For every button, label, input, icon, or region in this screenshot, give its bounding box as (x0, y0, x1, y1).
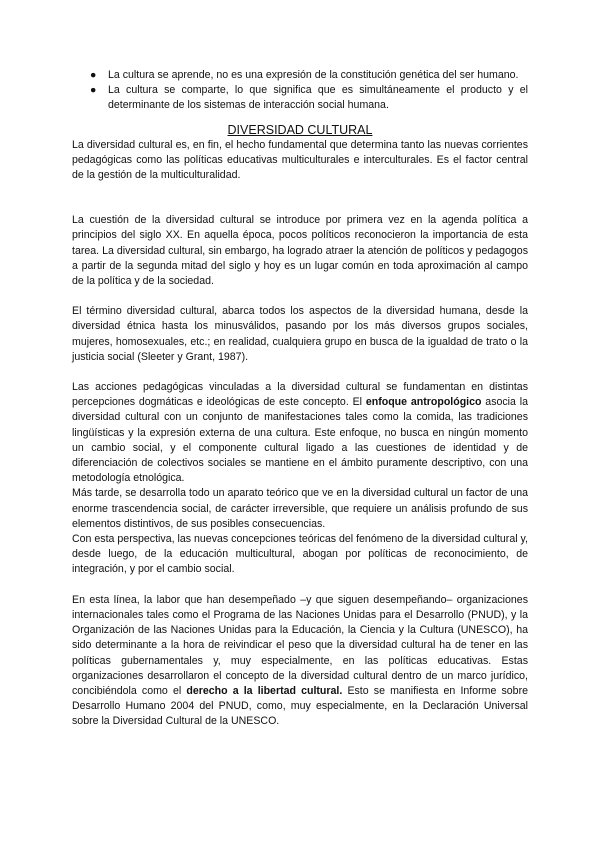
bold-term: enfoque antropológico (365, 396, 482, 409)
section-heading (72, 122, 528, 138)
paragraph-text: Las acciones pedagógicas vinculadas a la diversidad cultural se fundamentan en distintas percepciones dogmáticas e ideológicas de este concepto. El (72, 381, 528, 409)
paragraph-organizations (72, 593, 528, 730)
bold-term: derecho a la libertad cultural. (186, 684, 343, 697)
section-heading-text: DIVERSIDAD CULTURAL (227, 122, 373, 137)
paragraph-intro: La diversidad cultural es, en fin, el hecho fundamental que determina tanto las nuevas corrientes pedagógicas como las políticas educativas multiculturales e interculturales. Es el factor central de la gestión de la multiculturalidad. (72, 138, 528, 182)
paragraph-pedagogical-actions (72, 380, 528, 486)
paragraph-perspective: Con esta perspectiva, las nuevas concepciones teóricas del fenómeno de la diversidad cultural y, desde luego, de la educación multicultural, abogan por políticas de reconocimiento, de integración, y por el cambio social. (72, 533, 528, 576)
paragraph-text: asocia la diversidad cultural con un conjunto de manifestaciones tales como la comida, las tradiciones lingüísticas y la expresión externa de una cultura. Este enfoque, no busca en ningún momento un cambio social, y el componente cultural ligado a las cuestiones de identidad y de diferenciación de colectivos sociales se mantiene en el ámbito puramente descriptivo, con una metodología etnológica. (72, 396, 528, 485)
bullet-icon: ● (90, 69, 97, 81)
bullet-text: La cultura se comparte, lo que significa que es simultáneamente el producto y el determinante de los sistemas de interacción social humana. (108, 84, 528, 112)
paragraph-text: Esto se manifiesta en Informe sobre Desarrollo Humano 2004 del PNUD, como, muy especialmente, en la Declaración Universal sobre la Diversidad Cultural de la UNESCO. (72, 684, 528, 728)
bullet-list (72, 68, 528, 114)
paragraph-history: La cuestión de la diversidad cultural se introduce por primera vez en la agenda política a principios del siglo XX. En aquella época, pocos políticos reconocieron la importancia de esta tarea. La diversidad cultural, sin embargo, ha logrado atraer la atención de políticos y pedagogos a partir de la segunda mitad del siglo y hoy es un lugar común en toda aproximación al campo de la política y de la sociedad. (72, 214, 528, 288)
paragraph-text: En esta línea, la labor que han desempeñado –y que siguen desempeñando– organizaciones internacionales tales como el Programa de las Naciones Unidas para el Desarrollo (PNUD), y la Organización de las Naciones Unidas para la Educación, la Ciencia y la Cultura (UNESCO), ha sido determinante a la hora de reivindicar el peso que la diversidad cultural ha de tener en las políticas gubernamentales y, muy especialmente, en las políticas educativas. Estas organizaciones desarrollaron el concepto de la diversidad cultural dentro de un marco jurídico, concibiéndola como el (72, 593, 528, 697)
bullet-text: La cultura se aprende, no es una expresión de la constitución genética del ser humano. (108, 69, 519, 81)
list-item (90, 68, 528, 83)
list-item (90, 83, 528, 113)
paragraph-theory: Más tarde, se desarrolla todo un aparato teórico que ve en la diversidad cultural un factor de una enorme trascendencia social, de carácter irreversible, que requiere un análisis profundo de sus elementos distintivos, de sus posibles consecuencias. (72, 487, 528, 530)
bullet-icon: ● (90, 84, 97, 97)
paragraph-definition: El término diversidad cultural, abarca todos los aspectos de la diversidad humana, desde la diversidad étnica hasta los minusválidos, pasando por los más diversos grupos sociales, mujeres, homosexuales, etc.; en realidad, cualquiera grupo en busca de la igualdad de trato o la justicia social (Sleeter y Grant, 1987). (72, 305, 528, 363)
